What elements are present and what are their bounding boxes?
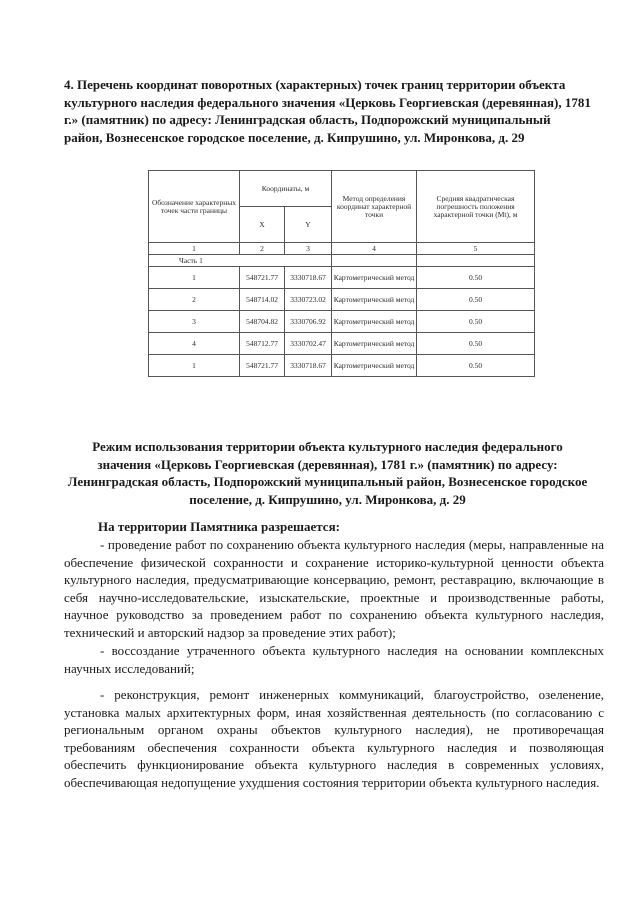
method: Картометрический метод	[332, 333, 417, 355]
table-header-row	[149, 171, 535, 207]
table-row	[149, 289, 535, 311]
error: 0.50	[417, 267, 535, 289]
coord-x: 548704.82	[240, 311, 285, 333]
coord-x: 548712.77	[240, 333, 285, 355]
column-number: 2	[240, 243, 285, 255]
method: Картометрический метод	[332, 289, 417, 311]
coord-y: 3330718.67	[285, 267, 332, 289]
error: 0.50	[417, 311, 535, 333]
coord-x: 548714.02	[240, 289, 285, 311]
regime-item-3: - реконструкция, ремонт инженерных коммуникаций, благоустройство, озеленение, установка малых архитектурных форм, иная хозяйственная деятельность (по согласованию с региональным органом охраны объектов культурного наследия), не противоречащая требованиям обеспечения сохранности объекта культурного наследия и позволяющая обеспечить функционирование объекта культурного наследия в современных условиях, обеспечивающая недопущение ухудшения состояния территории объекта культурного наследия.	[64, 687, 604, 790]
column-number: 4	[332, 243, 417, 255]
coord-y: 3330706.92	[285, 311, 332, 333]
coord-y: 3330723.02	[285, 289, 332, 311]
header-coordinates: Координаты, м	[240, 171, 332, 207]
regime-subheading: На территории Памятника разрешается:	[98, 519, 340, 534]
header-method: Метод определения координат характерной точки	[332, 171, 417, 243]
header-point: Обозначение характерных точек части границы	[149, 171, 240, 243]
table-row	[149, 311, 535, 333]
coord-y: 3330718.67	[285, 355, 332, 377]
table-row	[149, 267, 535, 289]
point-id: 3	[149, 311, 240, 333]
coord-x: 548721.77	[240, 267, 285, 289]
method: Картометрический метод	[332, 267, 417, 289]
method: Картометрический метод	[332, 355, 417, 377]
part-label: Часть 1	[149, 255, 332, 267]
error: 0.50	[417, 289, 535, 311]
point-id: 1	[149, 355, 240, 377]
table-row	[149, 333, 535, 355]
part-row	[149, 255, 535, 267]
table-row	[149, 355, 535, 377]
error: 0.50	[417, 355, 535, 377]
regime-item-2: - воссоздание утраченного объекта культурного наследия на основании комплексных научных исследований;	[64, 643, 604, 676]
point-id: 4	[149, 333, 240, 355]
column-number: 3	[285, 243, 332, 255]
point-id: 1	[149, 267, 240, 289]
column-number: 1	[149, 243, 240, 255]
section-4-title: 4. Перечень координат поворотных (характерных) точек границ территории объекта культурного наследия федерального значения «Церковь Георгиевская (деревянная), 1781 г.» (памятник) по адресу: Ленинградская область, Подпорожский муниципальный район, Вознесенское городское поселение, д. Кипрушино, ул. Миронкова, д. 29	[64, 77, 591, 145]
regime-title: Режим использования территории объекта культурного наследия федерального значения «Церковь Георгиевская (деревянная), 1781 г.» (памятник) по адресу: Ленинградская область, Подпорожский муниципальный район, Вознесенское городское поселение, д. Кипрушино, ул. Миронкова, д. 29	[67, 439, 588, 507]
header-y: Y	[285, 207, 332, 243]
coord-y: 3330702.47	[285, 333, 332, 355]
column-number: 5	[417, 243, 535, 255]
coordinates-table	[148, 170, 535, 377]
coord-x: 548721.77	[240, 355, 285, 377]
column-number-row	[149, 243, 535, 255]
header-x: X	[240, 207, 285, 243]
error: 0.50	[417, 333, 535, 355]
header-error: Средняя квадратическая погрешность положения характерной точки (Mt), м	[417, 171, 535, 243]
regime-item-1: - проведение работ по сохранению объекта культурного наследия (меры, направленные на обеспечение физической сохранности и сохранение историко-культурной ценности объекта культурного наследия, предусматривающие консервацию, ремонт, реставрацию, включающие в себя научно-исследовательские, изыскательские, проектные и производственные работы, научное руководство за проведением работ по сохранению объекта культурного наследия, технический и авторский надзор за проведение этих работ);	[64, 537, 604, 640]
point-id: 2	[149, 289, 240, 311]
method: Картометрический метод	[332, 311, 417, 333]
